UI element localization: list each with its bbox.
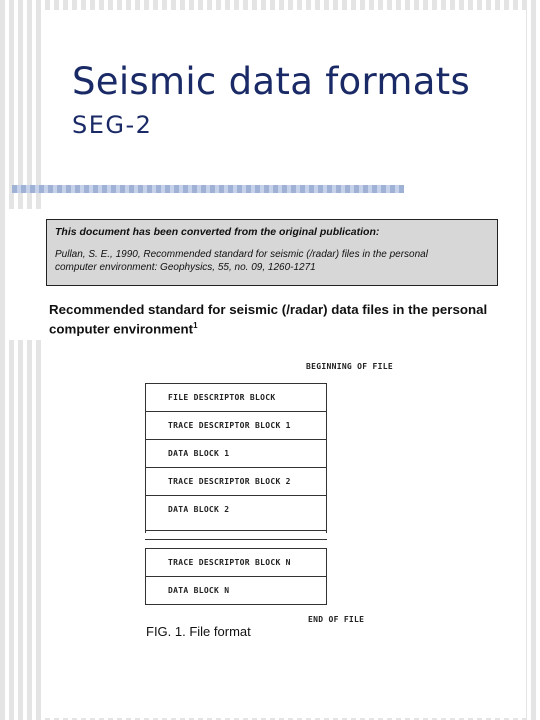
block-label: DATA BLOCK 2: [168, 505, 230, 514]
paper-title: [49, 302, 499, 337]
block-trace-descriptor-n: [145, 548, 327, 576]
figure-caption: FIG. 1. File format: [146, 624, 251, 639]
block-label: DATA BLOCK 1: [168, 449, 230, 458]
block-label: TRACE DESCRIPTOR BLOCK N: [168, 558, 291, 567]
slide-subtitle: SEG-2: [72, 111, 153, 139]
block-label: FILE DESCRIPTOR BLOCK: [168, 393, 276, 402]
title-divider: [12, 185, 404, 193]
block-data-1: [145, 439, 327, 467]
paper-title-text: Recommended standard for seismic (/radar) data files in the personal computer environment: [49, 302, 488, 337]
block-data-n: [145, 576, 327, 605]
file-format-figure: [124, 340, 426, 652]
citation-line-2: computer environment: Geophysics, 55, no. 09, 1260-1271: [55, 262, 316, 273]
block-label: DATA BLOCK N: [168, 586, 230, 595]
beginning-of-file-label: BEGINNING OF FILE: [306, 362, 393, 371]
block-file-descriptor: [145, 383, 327, 411]
block-label: TRACE DESCRIPTOR BLOCK 1: [168, 421, 291, 430]
citation-line-1: Pullan, S. E., 1990, Recommended standard for seismic (/radar) files in the personal: [55, 249, 428, 260]
block-trace-descriptor-1: [145, 411, 327, 439]
block-trace-descriptor-2: [145, 467, 327, 495]
block-label: TRACE DESCRIPTOR BLOCK 2: [168, 477, 291, 486]
paper-header-image: [8, 209, 514, 340]
end-of-file-label: END OF FILE: [308, 615, 365, 624]
slide-title: Seismic data formats: [72, 60, 471, 103]
continuation-break-line: [145, 539, 327, 540]
block-stack-bottom: [145, 548, 327, 605]
footnote-mark: 1: [193, 321, 198, 330]
conversion-notice: This document has been converted from the original publication:: [55, 226, 380, 238]
block-stack-top: [145, 383, 327, 533]
conversion-notice-box: [46, 219, 498, 286]
block-data-2: [145, 495, 327, 533]
continuation-break-line: [145, 530, 327, 531]
